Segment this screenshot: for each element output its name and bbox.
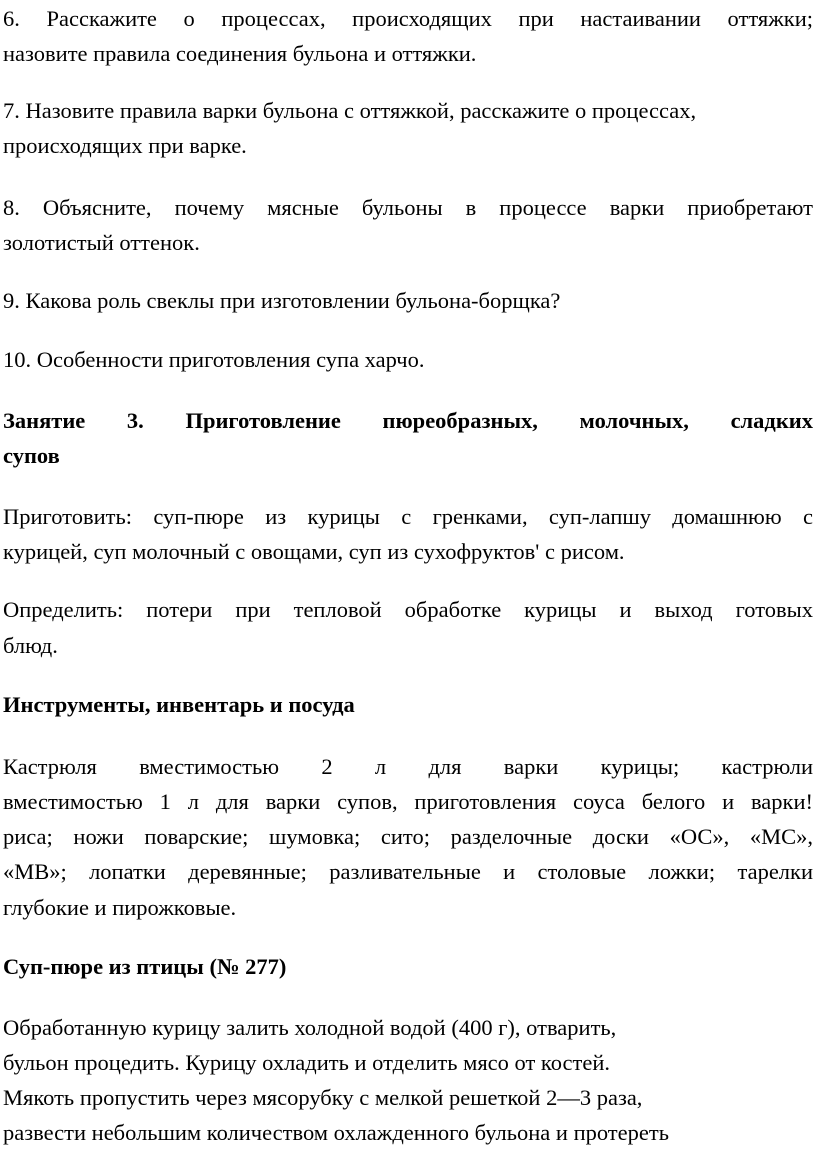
tools-text-line-1: Кастрюля вместимостью 2 л для варки курицы; кастрюли bbox=[3, 754, 813, 779]
prepare-line-2: курицей, суп молочный с овощами, суп из сухофруктов' с рисом. bbox=[3, 539, 625, 564]
prepare-line-1: Приготовить: суп-пюре из курицы с гренками, суп-лапшу домашнюю с bbox=[3, 504, 813, 529]
recipe-text-line-1: Обработанную курицу залить холодной водой (400 г), отварить, bbox=[3, 1015, 617, 1040]
question-8-line-1: 8. Объясните, почему мясные бульоны в процессе варки приобретают bbox=[3, 195, 813, 220]
question-6-line-2: назовите правила соединения бульона и оттяжки. bbox=[3, 41, 477, 66]
tools-text-line-2: вместимостью 1 л для варки супов, приготовления соуса белого и варки! bbox=[3, 789, 813, 814]
question-9: 9. Какова роль свеклы при изготовлении бульона-борщка? bbox=[3, 288, 561, 313]
lesson-heading-line-2: супов bbox=[3, 443, 60, 468]
determine-line-1: Определить: потери при тепловой обработке курицы и выход готовых bbox=[3, 597, 813, 622]
question-10: 10. Особенности приготовления супа харчо. bbox=[3, 347, 425, 372]
lesson-heading-line-1: Занятие 3. Приготовление пюреобразных, молочных, сладких bbox=[3, 408, 813, 433]
tools-text-line-5: глубокие и пирожковые. bbox=[3, 895, 237, 920]
determine-line-2: блюд. bbox=[3, 633, 58, 658]
tools-text-line-4: «МВ»; лопатки деревянные; разливательные и столовые ложки; тарелки bbox=[3, 859, 813, 884]
question-8-line-2: золотистый оттенок. bbox=[3, 230, 200, 255]
recipe-text-line-2: бульон процедить. Курицу охладить и отделить мясо от костей. bbox=[3, 1050, 611, 1075]
question-6-line-1: 6. Расскажите о процессах, происходящих при настаивании оттяжки; bbox=[3, 6, 813, 31]
recipe-heading: Суп-пюре из птицы (№ 277) bbox=[3, 954, 287, 979]
question-7-line-2: происходящих при варке. bbox=[3, 133, 247, 158]
tools-text-line-3: риса; ножи поварские; шумовка; сито; разделочные доски «ОС», «МС», bbox=[3, 824, 813, 849]
question-7-line-1: 7. Назовите правила варки бульона с оттяжкой, расскажите о процессах, bbox=[3, 98, 697, 123]
recipe-text-line-4: развести небольшим количеством охлажденного бульона и протереть bbox=[3, 1120, 669, 1145]
recipe-text-line-3: Мякоть пропустить через мясорубку с мелкой решеткой 2—3 раза, bbox=[3, 1085, 643, 1110]
tools-heading: Инструменты, инвентарь и посуда bbox=[3, 692, 355, 717]
